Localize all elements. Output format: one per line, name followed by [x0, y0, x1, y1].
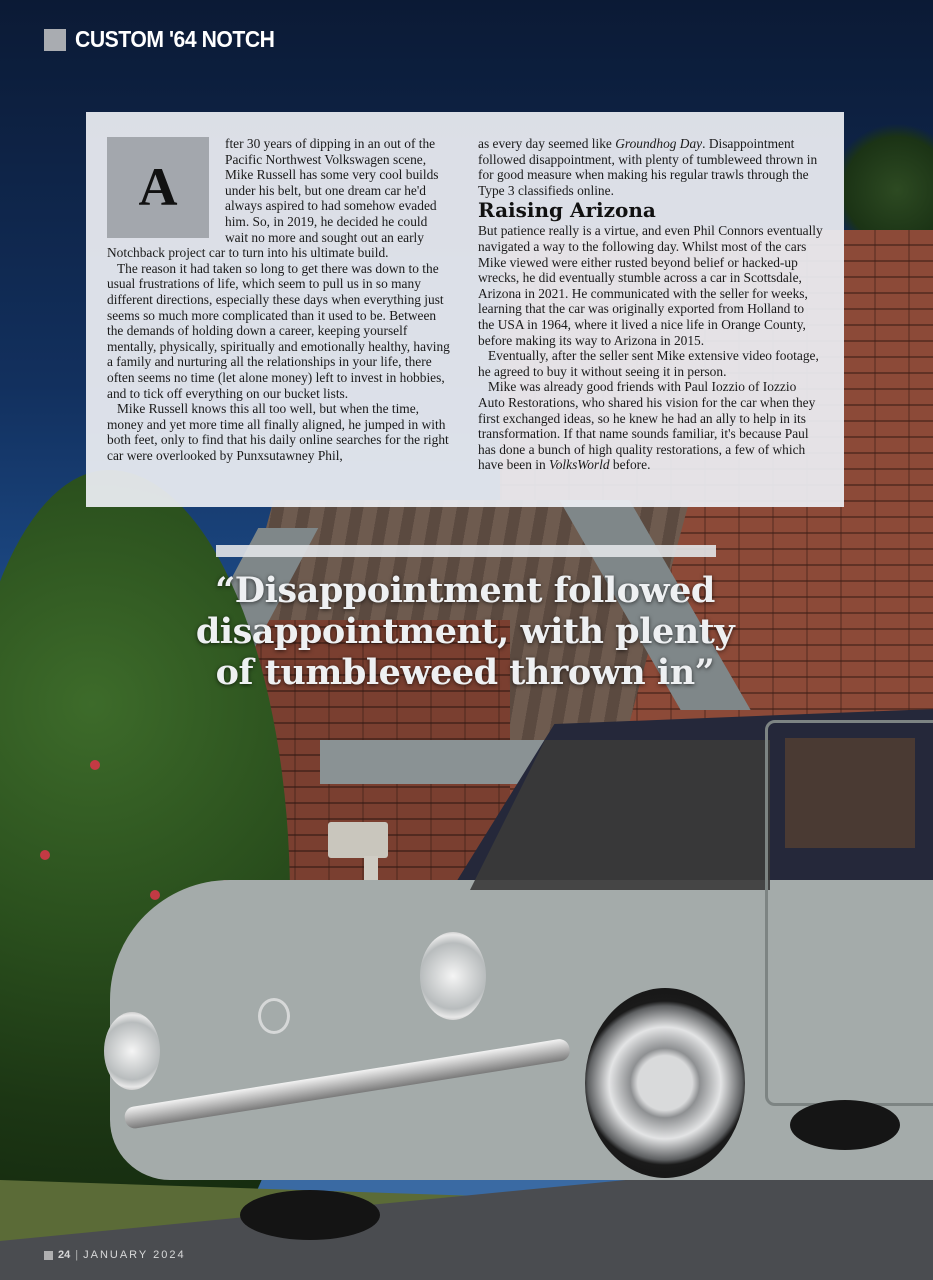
- page-number: 24: [58, 1249, 71, 1261]
- italic-title: Groundhog Day: [615, 136, 703, 151]
- drop-cap: A: [107, 137, 209, 238]
- front-tyre: [240, 1190, 380, 1240]
- flower: [90, 760, 100, 770]
- car-door: [765, 720, 933, 1106]
- text-run: before.: [609, 457, 651, 473]
- headlight-left: [104, 1012, 160, 1090]
- pull-quote-line: of tumbleweed thrown in”: [215, 652, 715, 693]
- flower: [150, 890, 160, 900]
- rear-tyre: [790, 1100, 900, 1150]
- text-run: Mike was already good friends with Paul Iozzio of Iozzio Auto Restorations, who shared his vision for the car when they first exchanged ideas, so he knew he had an ally to help in its transformation. If that name sounds familiar, it's because Paul has done a bunch of high quality restorations, a few of which have been in: [478, 379, 816, 473]
- pull-quote-line: “Disappointment followed: [215, 570, 715, 611]
- section-header: [44, 26, 292, 53]
- paragraph: [478, 136, 823, 198]
- italic-title: VolksWorld: [549, 457, 610, 473]
- issue-date: JANUARY 2024: [83, 1249, 186, 1261]
- paragraph: Mike Russell knows this all too well, but when the time, money and yet more time all finally aligned, he jumped in with both feet, only to find that his daily online searches for the right car were overlooked by Punxsutawney Phil,: [107, 401, 449, 463]
- pull-quote: [180, 570, 750, 693]
- section-label: CUSTOM '64 NOTCH: [75, 26, 275, 52]
- chrome-wheel: [585, 988, 745, 1178]
- paragraph: fter 30 years of dipping in an out of the Pacific Northwest Volkswagen scene, Mike Russell has some very cool builds under his belt, but one dream car he'd always aspired to had somehow evaded him. So, in 2019, he decided he could wait no more and sought out an early Notchback project car to turn into his ultimate build.: [107, 136, 439, 261]
- article-text-panel: [86, 112, 844, 507]
- subheading: Raising Arizona: [478, 198, 656, 223]
- text-run: . Disappointment followed disappointment, with plenty of tumbleweed thrown in for good measure when making his regular trawls through the Type 3 classifieds online.: [478, 136, 818, 198]
- paragraph: But patience really is a virtue, and even Phil Connors eventually navigated a way to the following day. Whilst most of the cars Mike viewed were either rusted beyond belief or hacked-up wrecks, he did eventually stumble across a car in Scottsdale, Arizona in 2021. He communicated with the seller for weeks, learning that the car was originally exported from Holland to the USA in 1964, where it lived a nice life in Orange County, before making its way to Arizona in 2015.: [478, 223, 823, 348]
- article-column-1: [107, 136, 452, 507]
- folio-separator: |: [75, 1249, 79, 1261]
- folio-marker-square: [44, 1251, 53, 1260]
- page-folio: [44, 1249, 186, 1261]
- paragraph: The reason it had taken so long to get there was down to the usual frustrations of life, which seem to pull us in so many different directions, especially these days when everything just seems so much more complicated than it used to be. Between the demands of holding down a career, keeping yourself mentally, physically, spiritually and emotionally healthy, having a family and nurturing all the relationships in your life, there often seems no time (let alone money) left to invest in hobbies, and to tick off everything on our bucket lists.: [107, 260, 450, 401]
- pullquote-rule: [216, 545, 716, 557]
- text-run: as every day seemed like: [478, 136, 616, 151]
- article-column-2: [478, 136, 823, 507]
- rain-gutter-head: [328, 822, 388, 858]
- headlight-right: [420, 932, 486, 1020]
- pull-quote-line: disappointment, with plenty: [195, 611, 735, 652]
- vw-logo-icon: [258, 998, 290, 1034]
- paragraph: Eventually, after the seller sent Mike extensive video footage, he agreed to buy it without seeing it in person.: [478, 348, 819, 379]
- paragraph: [478, 379, 823, 473]
- flower: [40, 850, 50, 860]
- section-marker-square: [44, 29, 66, 51]
